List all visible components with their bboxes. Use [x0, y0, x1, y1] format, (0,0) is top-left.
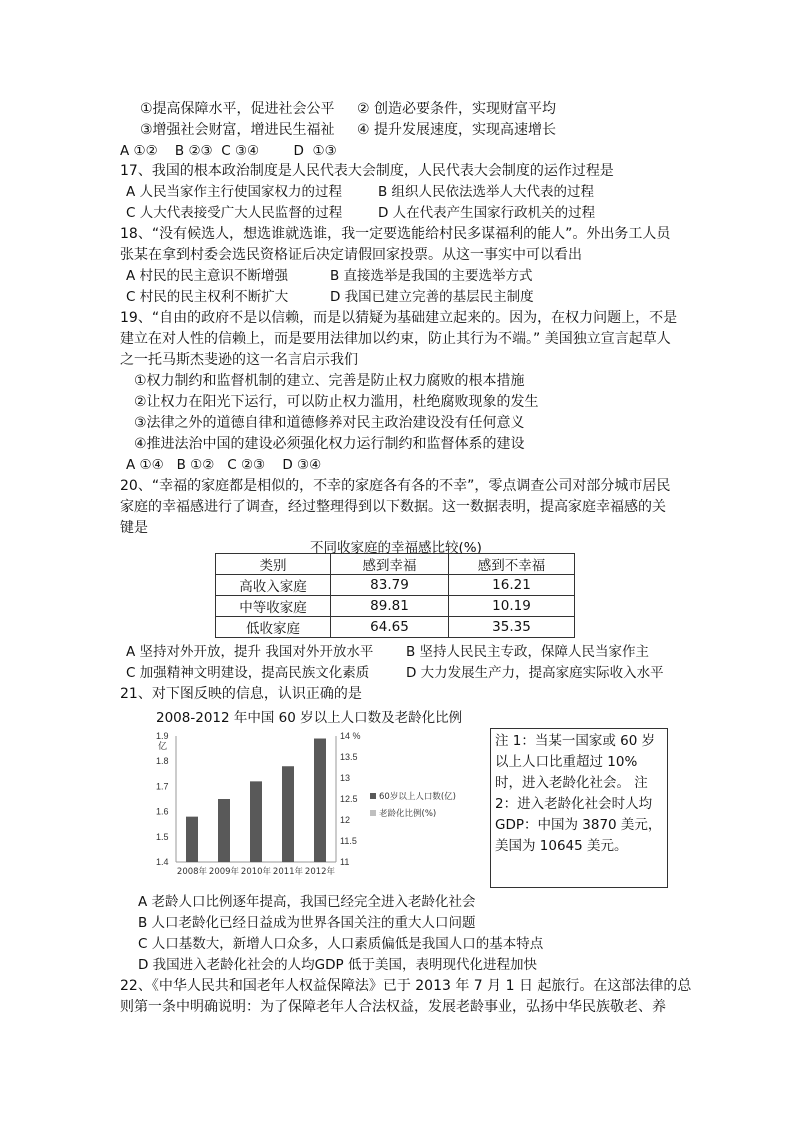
y-tick-label-left: 1.6	[156, 806, 169, 817]
table-header-row	[216, 554, 575, 575]
q22-stem-line1: 22、《中华人民共和国老年人权益保障法》已于 2013 年 7 月 1 日 起旅行。在这部法律的总	[120, 978, 692, 994]
chart-bar	[250, 781, 262, 862]
y-tick-label-left: 1.9	[156, 731, 169, 741]
happiness-table-title: 不同收家庭的幸福感比较(%)	[310, 540, 482, 556]
q17-option-d: D 人在代表产生国家行政机关的过程	[378, 205, 596, 221]
y-tick-label-right: 11	[340, 857, 350, 867]
q19-item3: ③法律之外的道德自律和道德修养对民主政治建设没有任何意义	[134, 415, 525, 431]
q21-option-c: C 人口基数大，新增人口众多，人口素质偏低是我国人口的基本特点	[138, 936, 544, 952]
q19-choices: A ①④ B ①② C ②③ D ③④	[126, 457, 322, 473]
q17-option-c: C 人大代表接受广大人民监督的过程	[126, 205, 343, 221]
y-tick-label-left: 1.4	[156, 857, 169, 867]
table-cell: 16.21	[449, 575, 575, 596]
chart-title: 2008-2012 年中国 60 岁以上人口数及老龄化比例	[156, 710, 463, 726]
table-cell: 10.19	[449, 596, 575, 617]
x-tick-label: 2012年	[304, 867, 336, 877]
q20-option-b: B 坚持人民民主专政，保障人民当家作主	[406, 644, 650, 660]
q21-option-d: D 我国进入老龄化社会的人均GDP 低于美国，表明现代化进程加快	[138, 957, 537, 973]
chart-note-box: 注 1：当某一国家或 60 岁以上人口比重超过 10%时，进入老龄化社会。 注 2：进入老龄化社会时人均 GDP：中国为 3870 美元，美国为 10645 美元。	[490, 728, 668, 888]
q21-option-a: A 老龄人口比例逐年提高，我国已经完全进入老龄化社会	[138, 894, 476, 910]
q20-stem-line3: 键是	[120, 520, 148, 536]
q21-stem: 21、对下图反映的信息，认识正确的是	[120, 686, 362, 702]
table-row	[216, 575, 575, 596]
q17-option-a: A 人民当家作主行使国家权力的过程	[126, 184, 343, 200]
table-cell: 35.35	[449, 617, 575, 638]
q22-stem-line2: 则第一条中明确说明：为了保障老年人合法权益，发展老龄事业，弘扬中华民族敬老、养	[120, 999, 666, 1015]
chart-bar	[314, 739, 326, 862]
table-row	[216, 617, 575, 638]
q16-item2: ② 创造必要条件，实现财富平均	[357, 101, 557, 117]
q20-stem-line2: 家庭的幸福感进行了调查，经过整理得到以下数据。这一数据表明，提高家庭幸福感的关	[120, 499, 666, 515]
y-tick-label-right: 12	[340, 815, 351, 825]
chart-bar	[218, 799, 230, 862]
q18-option-b: B 直接选举是我国的主要选举方式	[330, 268, 533, 284]
q20-option-a: A 坚持对外开放，提升 我国对外开放水平	[126, 644, 374, 660]
q18-stem-line2: 张某在拿到村委会选民资格证后决定请假回家投票。从这一事实中可以看出	[120, 247, 582, 263]
q19-item4: ④推进法治中国的建设必须强化权力运行制约和监督体系的建设	[134, 436, 525, 452]
q18-option-d: D 我国已建立完善的基层民主制度	[330, 289, 534, 305]
table-cell: 64.65	[331, 617, 449, 638]
table-header-cell: 感到不幸福	[449, 554, 575, 575]
q20-option-d: D 大力发展生产力，提高家庭实际收入水平	[406, 665, 664, 681]
q20-option-c: C 加强精神文明建设，提高民族文化素质	[126, 665, 370, 681]
y-tick-label-right: 13.5	[340, 752, 358, 762]
table-cell: 83.79	[331, 575, 449, 596]
table-row	[216, 596, 575, 617]
aging-population-chart	[140, 726, 480, 888]
q19-item2: ②让权力在阳光下运行，可以防止权力滥用，杜绝腐败现象的发生	[134, 394, 539, 410]
q19-stem-line1: 19、“自由的政府不是以信赖，而是以猜疑为基础建立起来的。因为，在权力问题上，不是	[120, 310, 678, 326]
q16-item3: ③增强社会财富，增进民生福祉	[140, 122, 335, 138]
legend-label-ratio: 老龄化比例(%)	[379, 809, 437, 819]
q19-item1: ①权力制约和监督机制的建立、完善是防止权力腐败的根本措施	[134, 373, 525, 389]
q18-option-a: A 村民的民主意识不断增强	[126, 268, 289, 284]
y-tick-label-left: 1.8	[156, 756, 169, 767]
q21-option-b: B 人口老龄化已经日益成为世界各国关注的重大人口问题	[138, 915, 476, 931]
table-cell: 89.81	[331, 596, 449, 617]
y-axis-unit: 亿	[158, 742, 168, 752]
y-tick-label-right: 11.5	[340, 836, 357, 846]
legend-swatch-population	[370, 793, 376, 799]
y-tick-label-left: 1.5	[156, 831, 169, 842]
chart-bar	[282, 766, 294, 862]
happiness-table	[215, 553, 575, 638]
x-tick-label: 2011年	[272, 867, 304, 877]
legend-swatch-ratio	[370, 810, 376, 816]
table-header-cell: 感到幸福	[331, 554, 449, 575]
y-tick-label-right: 13	[340, 773, 351, 783]
table-cell: 高收入家庭	[216, 575, 331, 596]
y-tick-label-right: 12.5	[340, 794, 358, 804]
q16-choices: A ①② B ②③ C ③④ D ①③	[120, 143, 337, 159]
table-header-cell: 类别	[216, 554, 331, 575]
q20-stem-line1: 20、“幸福的家庭都是相似的，不幸的家庭各有各的不幸”，零点调查公司对部分城市居民	[120, 478, 671, 494]
table-cell: 中等收家庭	[216, 596, 331, 617]
y-tick-label-right: 14 %	[340, 731, 361, 741]
q19-stem-line3: 之一托马斯杰斐逊的这一名言启示我们	[120, 352, 358, 368]
q18-stem-line1: 18、“没有候选人，想选谁就选谁，我一定要选能给村民多谋福利的能人”。外出务工人员	[120, 226, 671, 242]
q19-stem-line2: 建立在对人性的信赖上，而是要用法律加以约束，防止其行为不端。” 美国独立宣言起草人	[120, 331, 671, 347]
chart-bar	[186, 817, 198, 862]
q17-stem: 17、我国的根本政治制度是人民代表大会制度，人民代表大会制度的运作过程是	[120, 163, 614, 179]
q17-option-b: B 组织人民依法选举人大代表的过程	[378, 184, 595, 200]
x-tick-label: 2009年	[208, 867, 240, 877]
q16-item4: ④ 提升发展速度，实现高速增长	[357, 122, 557, 138]
x-tick-label: 2010年	[240, 867, 272, 877]
x-tick-label: 2008年	[176, 867, 208, 877]
q18-option-c: C 村民的民主权利不断扩大	[126, 289, 289, 305]
legend-label-population: 60岁以上人口数(亿)	[379, 792, 456, 802]
y-tick-label-left: 1.7	[156, 781, 169, 792]
q16-item1: ①提高保障水平，促进社会公平	[140, 101, 335, 117]
table-cell: 低收家庭	[216, 617, 331, 638]
